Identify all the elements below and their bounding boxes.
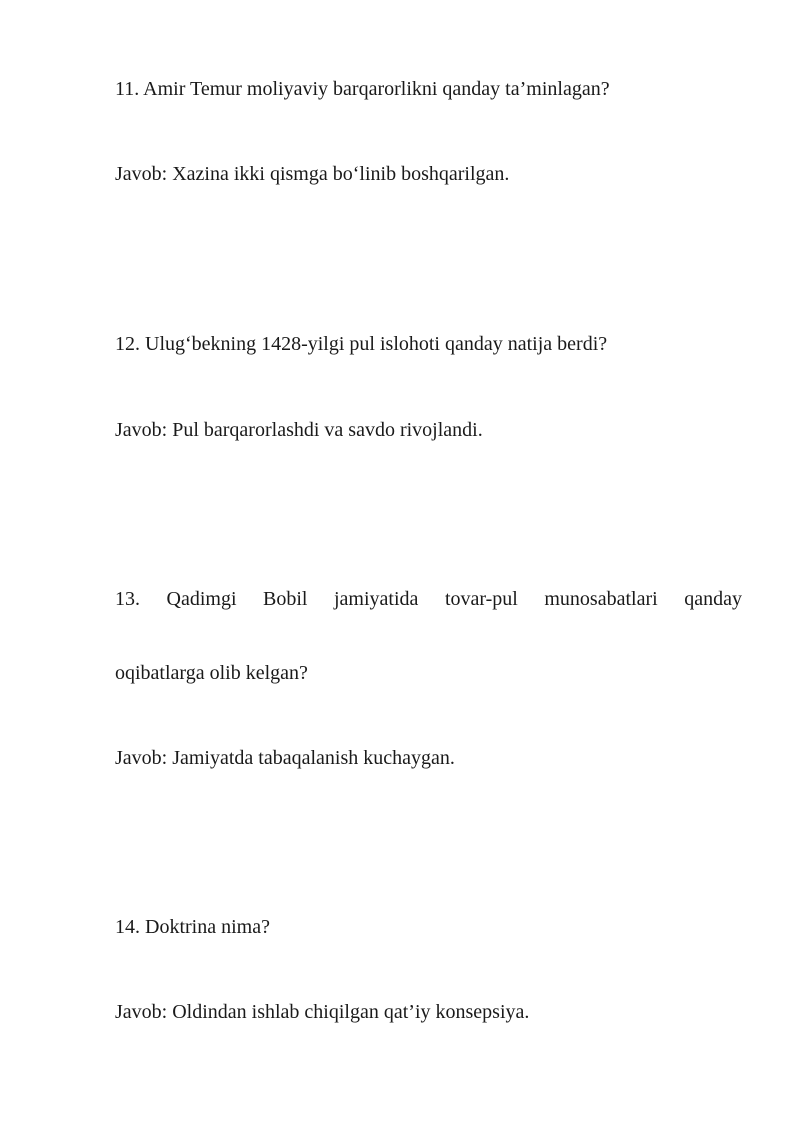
answer-12: Javob: Pul barqarorlashdi va savdo rivojlandi.: [115, 419, 483, 441]
question-12: 12. Ulug‘bekning 1428-yilgi pul islohoti qanday natija berdi?: [115, 333, 608, 355]
question-13-word: Bobil: [263, 588, 308, 610]
answer-11: Javob: Xazina ikki qismga bo‘linib boshqarilgan.: [115, 163, 510, 185]
question-13-word: tovar-pul: [444, 588, 518, 610]
question-11: 11. Amir Temur moliyaviy barqarorlikni qanday ta’minlagan?: [115, 78, 610, 100]
question-13-word: 13.: [115, 588, 140, 610]
question-13-line-1: [115, 587, 742, 611]
question-13-word: Qadimgi: [166, 588, 237, 610]
answer-13: Javob: Jamiyatda tabaqalanish kuchaygan.: [115, 747, 455, 769]
question-13-line-2: oqibatlarga olib kelgan?: [115, 662, 308, 684]
question-13-word: qanday: [684, 588, 742, 610]
question-13-word: jamiyatida: [334, 588, 419, 610]
question-13-word: munosabatlari: [544, 588, 658, 610]
question-14: 14. Doktrina nima?: [115, 916, 270, 938]
answer-14: Javob: Oldindan ishlab chiqilgan qat’iy konsepsiya.: [115, 1001, 530, 1023]
